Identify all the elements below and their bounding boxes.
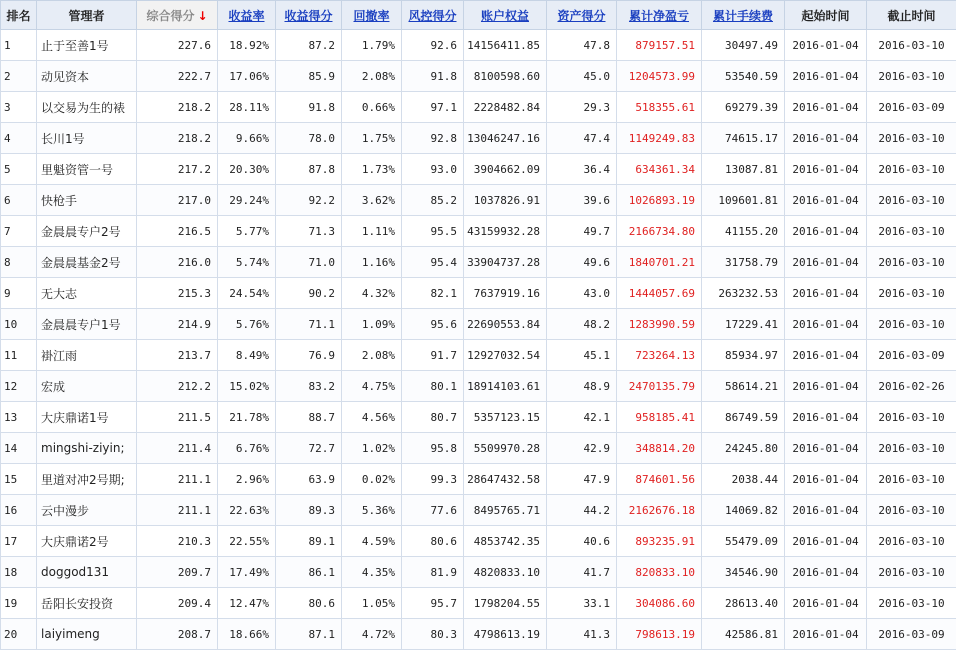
cell-equity: 8100598.60: [464, 61, 547, 92]
table-row: [1, 557, 956, 588]
cell-cum-fee: 42586.81: [702, 619, 785, 650]
cell-drawdown: 1.11%: [342, 216, 402, 247]
cell-manager: 里魁资管一号: [37, 154, 137, 185]
cell-cum-fee: 14069.82: [702, 495, 785, 526]
cell-equity: 7637919.16: [464, 278, 547, 309]
cell-asset-score: 45.0: [547, 61, 617, 92]
cell-cum-fee: 86749.59: [702, 402, 785, 433]
cell-return-score: 76.9: [276, 340, 342, 371]
cell-cum-pnl: 2470135.79: [617, 371, 702, 402]
cell-score: 216.0: [137, 247, 218, 278]
cell-end-time: 2016-03-10: [867, 433, 956, 464]
cell-start-time: 2016-01-04: [785, 123, 867, 154]
cell-manager: 以交易为生的裱: [37, 92, 137, 123]
cell-cum-pnl: 2162676.18: [617, 495, 702, 526]
cell-end-time: 2016-02-26: [867, 371, 956, 402]
header-return-score-sort[interactable]: 收益得分: [276, 1, 342, 30]
cell-score: 209.7: [137, 557, 218, 588]
table-row: [1, 123, 956, 154]
table-row: [1, 340, 956, 371]
cell-manager: 金晨晨专户1号: [37, 309, 137, 340]
cell-return-rate: 15.02%: [218, 371, 276, 402]
cell-start-time: 2016-01-04: [785, 557, 867, 588]
cell-end-time: 2016-03-10: [867, 30, 956, 61]
cell-equity: 43159932.28: [464, 216, 547, 247]
cell-asset-score: 36.4: [547, 154, 617, 185]
cell-score: 211.4: [137, 433, 218, 464]
cell-manager: laiyimeng: [37, 619, 137, 650]
cell-risk-score: 77.6: [402, 495, 464, 526]
cell-start-time: 2016-01-04: [785, 30, 867, 61]
cell-asset-score: 48.2: [547, 309, 617, 340]
cell-return-score: 71.1: [276, 309, 342, 340]
cell-asset-score: 45.1: [547, 340, 617, 371]
cell-manager: 大庆鼎诺1号: [37, 402, 137, 433]
cell-asset-score: 47.8: [547, 30, 617, 61]
cell-cum-pnl: 893235.91: [617, 526, 702, 557]
cell-start-time: 2016-01-04: [785, 402, 867, 433]
cell-cum-fee: 2038.44: [702, 464, 785, 495]
cell-return-score: 91.8: [276, 92, 342, 123]
cell-end-time: 2016-03-10: [867, 557, 956, 588]
header-cum-pnl-sort[interactable]: 累计净盈亏: [617, 1, 702, 30]
cell-asset-score: 29.3: [547, 92, 617, 123]
table-row: [1, 247, 956, 278]
cell-cum-pnl: 798613.19: [617, 619, 702, 650]
cell-rank: 19: [1, 588, 37, 619]
cell-return-rate: 2.96%: [218, 464, 276, 495]
cell-start-time: 2016-01-04: [785, 309, 867, 340]
cell-end-time: 2016-03-10: [867, 154, 956, 185]
cell-cum-pnl: 723264.13: [617, 340, 702, 371]
cell-end-time: 2016-03-10: [867, 464, 956, 495]
cell-risk-score: 82.1: [402, 278, 464, 309]
cell-asset-score: 40.6: [547, 526, 617, 557]
cell-end-time: 2016-03-10: [867, 495, 956, 526]
header-score-label: 综合得分: [146, 9, 194, 23]
cell-return-score: 83.2: [276, 371, 342, 402]
cell-risk-score: 80.3: [402, 619, 464, 650]
table-row: [1, 526, 956, 557]
header-start-time: 起始时间: [785, 1, 867, 30]
cell-drawdown: 3.62%: [342, 185, 402, 216]
cell-cum-fee: 85934.97: [702, 340, 785, 371]
cell-cum-fee: 34546.90: [702, 557, 785, 588]
cell-start-time: 2016-01-04: [785, 464, 867, 495]
cell-risk-score: 95.5: [402, 216, 464, 247]
cell-end-time: 2016-03-10: [867, 309, 956, 340]
cell-manager: 褂江雨: [37, 340, 137, 371]
cell-return-rate: 18.92%: [218, 30, 276, 61]
cell-start-time: 2016-01-04: [785, 154, 867, 185]
cell-risk-score: 95.4: [402, 247, 464, 278]
cell-score: 213.7: [137, 340, 218, 371]
cell-equity: 8495765.71: [464, 495, 547, 526]
cell-manager: 长川1号: [37, 123, 137, 154]
cell-return-score: 88.7: [276, 402, 342, 433]
cell-score: 209.4: [137, 588, 218, 619]
cell-drawdown: 5.36%: [342, 495, 402, 526]
table-row: [1, 92, 956, 123]
table-row: [1, 433, 956, 464]
cell-drawdown: 0.02%: [342, 464, 402, 495]
cell-asset-score: 47.4: [547, 123, 617, 154]
cell-return-score: 89.1: [276, 526, 342, 557]
header-rank: 排名: [1, 1, 37, 30]
cell-cum-pnl: 1283990.59: [617, 309, 702, 340]
table-row: [1, 30, 956, 61]
cell-start-time: 2016-01-04: [785, 340, 867, 371]
cell-cum-pnl: 958185.41: [617, 402, 702, 433]
cell-cum-fee: 74615.17: [702, 123, 785, 154]
cell-cum-pnl: 348814.20: [617, 433, 702, 464]
cell-drawdown: 0.66%: [342, 92, 402, 123]
cell-rank: 13: [1, 402, 37, 433]
cell-return-score: 85.9: [276, 61, 342, 92]
cell-drawdown: 4.56%: [342, 402, 402, 433]
cell-return-rate: 9.66%: [218, 123, 276, 154]
table-header: [1, 1, 956, 30]
cell-rank: 3: [1, 92, 37, 123]
cell-start-time: 2016-01-04: [785, 247, 867, 278]
cell-risk-score: 91.8: [402, 61, 464, 92]
cell-cum-pnl: 879157.51: [617, 30, 702, 61]
cell-risk-score: 95.7: [402, 588, 464, 619]
header-end-time: 截止时间: [867, 1, 956, 30]
cell-manager: 无大志: [37, 278, 137, 309]
cell-end-time: 2016-03-10: [867, 588, 956, 619]
cell-return-score: 72.7: [276, 433, 342, 464]
cell-drawdown: 1.75%: [342, 123, 402, 154]
cell-return-rate: 17.49%: [218, 557, 276, 588]
cell-return-rate: 12.47%: [218, 588, 276, 619]
cell-risk-score: 91.7: [402, 340, 464, 371]
cell-drawdown: 2.08%: [342, 340, 402, 371]
cell-cum-pnl: 1840701.21: [617, 247, 702, 278]
table-row: [1, 588, 956, 619]
cell-return-rate: 5.74%: [218, 247, 276, 278]
cell-cum-pnl: 1149249.83: [617, 123, 702, 154]
cell-start-time: 2016-01-04: [785, 495, 867, 526]
cell-cum-fee: 41155.20: [702, 216, 785, 247]
table-row: [1, 278, 956, 309]
cell-equity: 13046247.16: [464, 123, 547, 154]
cell-equity: 3904662.09: [464, 154, 547, 185]
cell-equity: 22690553.84: [464, 309, 547, 340]
cell-equity: 5357123.15: [464, 402, 547, 433]
table-row: [1, 185, 956, 216]
cell-risk-score: 85.2: [402, 185, 464, 216]
cell-risk-score: 99.3: [402, 464, 464, 495]
cell-cum-pnl: 1444057.69: [617, 278, 702, 309]
cell-asset-score: 41.3: [547, 619, 617, 650]
cell-cum-fee: 30497.49: [702, 30, 785, 61]
cell-manager: 云中漫步: [37, 495, 137, 526]
cell-drawdown: 1.79%: [342, 30, 402, 61]
header-risk-score-sort[interactable]: 风控得分: [402, 1, 464, 30]
cell-rank: 17: [1, 526, 37, 557]
cell-cum-fee: 13087.81: [702, 154, 785, 185]
cell-cum-fee: 24245.80: [702, 433, 785, 464]
cell-score: 217.2: [137, 154, 218, 185]
cell-score: 210.3: [137, 526, 218, 557]
cell-asset-score: 47.9: [547, 464, 617, 495]
cell-return-score: 89.3: [276, 495, 342, 526]
cell-cum-pnl: 304086.60: [617, 588, 702, 619]
cell-end-time: 2016-03-10: [867, 61, 956, 92]
cell-score: 212.2: [137, 371, 218, 402]
cell-manager: 宏成: [37, 371, 137, 402]
cell-cum-fee: 263232.53: [702, 278, 785, 309]
cell-rank: 2: [1, 61, 37, 92]
table-row: [1, 495, 956, 526]
cell-rank: 4: [1, 123, 37, 154]
cell-cum-pnl: 634361.34: [617, 154, 702, 185]
cell-return-score: 78.0: [276, 123, 342, 154]
cell-asset-score: 42.1: [547, 402, 617, 433]
cell-end-time: 2016-03-10: [867, 123, 956, 154]
cell-return-score: 71.3: [276, 216, 342, 247]
cell-manager: 快枪手: [37, 185, 137, 216]
cell-cum-pnl: 2166734.80: [617, 216, 702, 247]
cell-manager: 金晨晨基金2号: [37, 247, 137, 278]
table-row: [1, 61, 956, 92]
cell-end-time: 2016-03-10: [867, 526, 956, 557]
cell-rank: 5: [1, 154, 37, 185]
cell-equity: 4853742.35: [464, 526, 547, 557]
cell-cum-fee: 17229.41: [702, 309, 785, 340]
cell-risk-score: 92.6: [402, 30, 464, 61]
header-return-rate-sort[interactable]: 收益率: [218, 1, 276, 30]
cell-return-score: 71.0: [276, 247, 342, 278]
table-row: [1, 154, 956, 185]
cell-return-rate: 6.76%: [218, 433, 276, 464]
cell-start-time: 2016-01-04: [785, 526, 867, 557]
cell-start-time: 2016-01-04: [785, 371, 867, 402]
table-row: [1, 216, 956, 247]
cell-equity: 33904737.28: [464, 247, 547, 278]
cell-asset-score: 43.0: [547, 278, 617, 309]
cell-score: 211.1: [137, 495, 218, 526]
cell-return-rate: 5.77%: [218, 216, 276, 247]
cell-return-score: 87.8: [276, 154, 342, 185]
cell-start-time: 2016-01-04: [785, 216, 867, 247]
cell-score: 214.9: [137, 309, 218, 340]
cell-score: 211.1: [137, 464, 218, 495]
cell-score: 222.7: [137, 61, 218, 92]
cell-score: 215.3: [137, 278, 218, 309]
cell-rank: 8: [1, 247, 37, 278]
cell-manager: 里道对冲2号期;: [37, 464, 137, 495]
cell-asset-score: 42.9: [547, 433, 617, 464]
cell-start-time: 2016-01-04: [785, 278, 867, 309]
cell-rank: 11: [1, 340, 37, 371]
table-body: [1, 30, 956, 650]
cell-return-rate: 17.06%: [218, 61, 276, 92]
cell-risk-score: 80.7: [402, 402, 464, 433]
cell-return-rate: 21.78%: [218, 402, 276, 433]
cell-return-rate: 8.49%: [218, 340, 276, 371]
cell-drawdown: 4.59%: [342, 526, 402, 557]
cell-drawdown: 2.08%: [342, 61, 402, 92]
cell-start-time: 2016-01-04: [785, 92, 867, 123]
cell-rank: 14: [1, 433, 37, 464]
table-row: [1, 619, 956, 650]
cell-cum-pnl: 1026893.19: [617, 185, 702, 216]
cell-drawdown: 4.72%: [342, 619, 402, 650]
cell-start-time: 2016-01-04: [785, 588, 867, 619]
cell-risk-score: 92.8: [402, 123, 464, 154]
cell-asset-score: 49.6: [547, 247, 617, 278]
cell-return-rate: 18.66%: [218, 619, 276, 650]
cell-manager: mingshi-ziyin;: [37, 433, 137, 464]
header-asset-score-sort[interactable]: 资产得分: [547, 1, 617, 30]
cell-rank: 20: [1, 619, 37, 650]
cell-return-rate: 24.54%: [218, 278, 276, 309]
cell-drawdown: 4.32%: [342, 278, 402, 309]
cell-drawdown: 4.35%: [342, 557, 402, 588]
cell-rank: 1: [1, 30, 37, 61]
cell-score: 208.7: [137, 619, 218, 650]
cell-return-rate: 5.76%: [218, 309, 276, 340]
cell-return-rate: 29.24%: [218, 185, 276, 216]
cell-manager: 岳阳长安投资: [37, 588, 137, 619]
cell-cum-pnl: 1204573.99: [617, 61, 702, 92]
cell-return-score: 80.6: [276, 588, 342, 619]
cell-equity: 1798204.55: [464, 588, 547, 619]
cell-asset-score: 39.6: [547, 185, 617, 216]
cell-score: 211.5: [137, 402, 218, 433]
cell-end-time: 2016-03-10: [867, 402, 956, 433]
cell-return-score: 87.2: [276, 30, 342, 61]
cell-rank: 6: [1, 185, 37, 216]
cell-asset-score: 41.7: [547, 557, 617, 588]
header-manager: 管理者: [37, 1, 137, 30]
cell-risk-score: 95.6: [402, 309, 464, 340]
cell-end-time: 2016-03-09: [867, 340, 956, 371]
cell-rank: 18: [1, 557, 37, 588]
cell-manager: 大庆鼎诺2号: [37, 526, 137, 557]
cell-cum-pnl: 518355.61: [617, 92, 702, 123]
cell-drawdown: 1.02%: [342, 433, 402, 464]
cell-risk-score: 95.8: [402, 433, 464, 464]
cell-end-time: 2016-03-10: [867, 185, 956, 216]
cell-cum-fee: 53540.59: [702, 61, 785, 92]
cell-drawdown: 4.75%: [342, 371, 402, 402]
cell-score: 218.2: [137, 123, 218, 154]
cell-drawdown: 1.16%: [342, 247, 402, 278]
sort-desc-icon: ↓: [197, 9, 207, 23]
cell-equity: 18914103.61: [464, 371, 547, 402]
cell-return-score: 90.2: [276, 278, 342, 309]
header-row: [1, 1, 956, 30]
cell-score: 218.2: [137, 92, 218, 123]
cell-score: 216.5: [137, 216, 218, 247]
cell-return-score: 92.2: [276, 185, 342, 216]
cell-start-time: 2016-01-04: [785, 61, 867, 92]
cell-start-time: 2016-01-04: [785, 619, 867, 650]
header-equity-sort[interactable]: 账户权益: [464, 1, 547, 30]
cell-end-time: 2016-03-09: [867, 92, 956, 123]
cell-rank: 16: [1, 495, 37, 526]
cell-cum-fee: 28613.40: [702, 588, 785, 619]
cell-return-score: 63.9: [276, 464, 342, 495]
cell-start-time: 2016-01-04: [785, 433, 867, 464]
cell-risk-score: 80.1: [402, 371, 464, 402]
table-row: [1, 402, 956, 433]
cell-cum-fee: 109601.81: [702, 185, 785, 216]
cell-cum-fee: 58614.21: [702, 371, 785, 402]
cell-equity: 12927032.54: [464, 340, 547, 371]
cell-cum-fee: 55479.09: [702, 526, 785, 557]
cell-cum-pnl: 874601.56: [617, 464, 702, 495]
cell-return-rate: 20.30%: [218, 154, 276, 185]
cell-end-time: 2016-03-10: [867, 216, 956, 247]
cell-equity: 1037826.91: [464, 185, 547, 216]
table-row: [1, 371, 956, 402]
cell-return-rate: 22.55%: [218, 526, 276, 557]
cell-rank: 15: [1, 464, 37, 495]
cell-asset-score: 44.2: [547, 495, 617, 526]
cell-risk-score: 97.1: [402, 92, 464, 123]
cell-equity: 4820833.10: [464, 557, 547, 588]
cell-equity: 28647432.58: [464, 464, 547, 495]
cell-rank: 9: [1, 278, 37, 309]
cell-manager: 止于至善1号: [37, 30, 137, 61]
cell-drawdown: 1.73%: [342, 154, 402, 185]
cell-end-time: 2016-03-10: [867, 278, 956, 309]
header-drawdown-sort[interactable]: 回撤率: [342, 1, 402, 30]
cell-equity: 14156411.85: [464, 30, 547, 61]
cell-manager: 动见资本: [37, 61, 137, 92]
cell-cum-fee: 69279.39: [702, 92, 785, 123]
cell-asset-score: 33.1: [547, 588, 617, 619]
cell-return-rate: 22.63%: [218, 495, 276, 526]
header-cum-fee-sort[interactable]: 累计手续费: [702, 1, 785, 30]
cell-score: 217.0: [137, 185, 218, 216]
cell-risk-score: 81.9: [402, 557, 464, 588]
cell-risk-score: 80.6: [402, 526, 464, 557]
cell-rank: 12: [1, 371, 37, 402]
cell-start-time: 2016-01-04: [785, 185, 867, 216]
table-row: [1, 309, 956, 340]
cell-manager: doggod131: [37, 557, 137, 588]
cell-cum-fee: 31758.79: [702, 247, 785, 278]
cell-drawdown: 1.05%: [342, 588, 402, 619]
cell-end-time: 2016-03-09: [867, 619, 956, 650]
cell-rank: 7: [1, 216, 37, 247]
table-row: [1, 464, 956, 495]
header-score-sort[interactable]: [137, 1, 218, 30]
cell-equity: 4798613.19: [464, 619, 547, 650]
cell-drawdown: 1.09%: [342, 309, 402, 340]
cell-risk-score: 93.0: [402, 154, 464, 185]
cell-asset-score: 48.9: [547, 371, 617, 402]
cell-asset-score: 49.7: [547, 216, 617, 247]
cell-equity: 5509970.28: [464, 433, 547, 464]
cell-end-time: 2016-03-10: [867, 247, 956, 278]
cell-return-score: 86.1: [276, 557, 342, 588]
cell-score: 227.6: [137, 30, 218, 61]
cell-return-rate: 28.11%: [218, 92, 276, 123]
cell-manager: 金晨晨专户2号: [37, 216, 137, 247]
cell-equity: 2228482.84: [464, 92, 547, 123]
cell-return-score: 87.1: [276, 619, 342, 650]
cell-rank: 10: [1, 309, 37, 340]
cell-cum-pnl: 820833.10: [617, 557, 702, 588]
